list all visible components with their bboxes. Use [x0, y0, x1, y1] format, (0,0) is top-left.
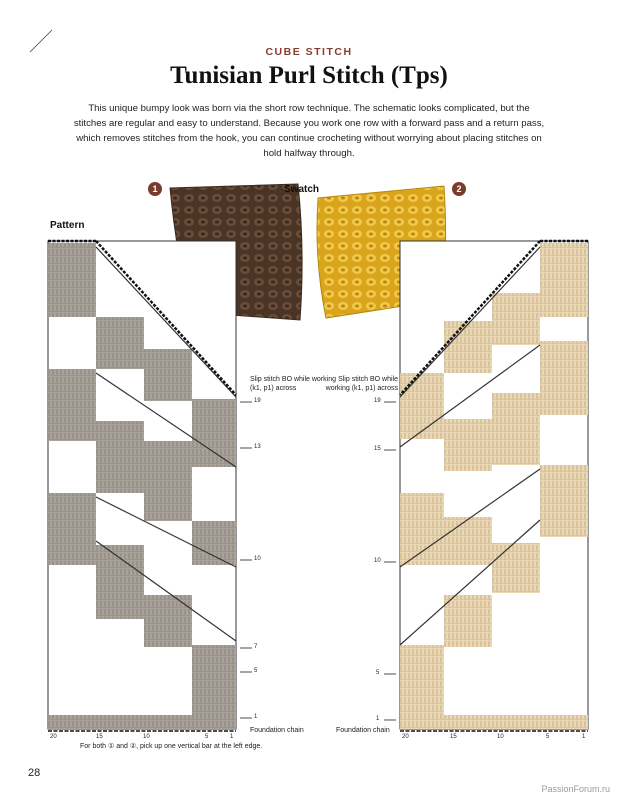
left-row-label: 13 [254, 444, 261, 450]
right-row-label: 15 [374, 446, 381, 452]
swatch-label: Swatch [284, 184, 320, 195]
right-x-tick: 10 [497, 734, 504, 740]
right-x-tick: 1 [582, 734, 586, 740]
page-title: Tunisian Purl Stitch (Tps) [170, 62, 448, 89]
right-bind-off-note: Slip stitch BO while working (k1, p1) across [325, 376, 398, 392]
left-x-tick: 20 [50, 734, 57, 740]
left-x-tick: 10 [143, 734, 150, 740]
right-x-tick: 20 [402, 734, 409, 740]
left-x-tick: 1 [230, 734, 234, 740]
page-number: 28 [28, 767, 41, 779]
swatch-2-badge: 2 [452, 182, 466, 196]
right-row-label: 19 [374, 398, 381, 404]
pattern-label: Pattern [50, 220, 85, 231]
left-row-label: 1 [254, 714, 258, 720]
watermark: PassionForum.ru [541, 784, 610, 794]
left-x-tick: 15 [96, 734, 103, 740]
section-kicker: CUBE STITCH [265, 46, 353, 58]
left-x-tick: 5 [205, 734, 209, 740]
left-bind-off-note: Slip stitch BO while working (k1, p1) across [250, 376, 336, 392]
right-row-label: 10 [374, 558, 381, 564]
left-chart [48, 241, 252, 731]
right-x-tick: 5 [546, 734, 550, 740]
right-row-label: 1 [376, 716, 380, 722]
right-x-tick: 15 [450, 734, 457, 740]
right-row-label: 5 [376, 670, 380, 676]
intro-paragraph: This unique bumpy look was born via the short row technique. The schematic looks complicated, but the stitches are regular and easy to understand. Because you work one row with a forward pass and a return pass, which removes stitches from the hook, you can continue crocheting without worrying about placing stitches on hold halfway through. [73, 103, 545, 159]
swatch-1-badge: 1 [148, 182, 162, 196]
left-row-label: 19 [254, 398, 261, 404]
left-row-label: 10 [254, 556, 261, 562]
left-foundation-label: Foundation chain [250, 727, 304, 734]
right-foundation-label: Foundation chain [336, 727, 390, 734]
footnote: For both ① and ②, pick up one vertical bar at the left edge. [80, 743, 263, 750]
left-row-label: 7 [254, 644, 258, 650]
left-row-label: 5 [254, 668, 258, 674]
right-chart [384, 241, 588, 731]
